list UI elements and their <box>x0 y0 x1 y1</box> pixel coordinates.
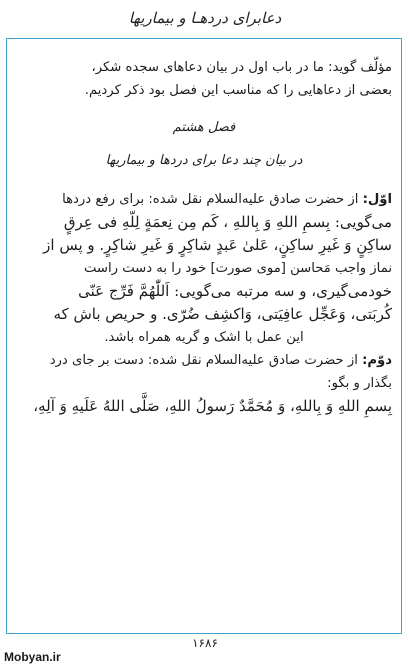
paragraph-line <box>16 349 392 372</box>
paragraph-line: نماز واجب مَحاسن [موی صورت] خود را به دست راست <box>83 261 392 276</box>
page-number: ۱۶۸۶ <box>192 636 218 650</box>
paragraph-line: می‌گویی: بِسمِ اللهِ وَ بِاللهِ ، کَم مِن نِعمَةٍ لِلّهِ فی عِرقٍ <box>63 213 392 231</box>
line-text: از حضرت صادق علیه‌السلام نقل شده: دست بر جای درد <box>49 353 358 368</box>
paragraph-line: بگذار و بگو: <box>327 376 392 391</box>
section-subtitle: در بیان چند دعا برای دردها و بیماریها <box>105 153 303 168</box>
intro-line: بعضی از دعاهایی را که مناسب این فصل بود ذکر کردیم. <box>84 83 392 98</box>
paragraph-line: بِسمِ اللهِ وَ بِاللهِ، وَ مُحَمَّدٌ رَسولُ اللهِ، صَلَّی اللهُ عَلَیهِ وَ آلِهِ، <box>33 397 392 415</box>
running-header: دعابرای دردهـا و بیماریها <box>128 9 282 27</box>
second-paragraph <box>16 349 392 418</box>
paragraph-line: خودمی‌گیری، و سه مرتبه می‌گویی: اَللّٰهُمَّ فَرِّج عَنّی <box>78 282 392 300</box>
intro-paragraph <box>16 56 392 102</box>
page-body <box>16 56 392 418</box>
section-heading: فصل هشتم <box>172 120 236 135</box>
first-paragraph <box>16 188 392 349</box>
intro-line: مؤلّف گوید: ما در باب اول در بیان دعاهای سجده شکر، <box>91 60 392 75</box>
item-label: دوّم: <box>362 353 392 368</box>
paragraph-line <box>16 188 392 211</box>
paragraph-line: کُربَتی، وَعَجِّل عافِیَتی، وَاکشِف ضُرّی. و حریص باش که <box>53 305 392 323</box>
paragraph-line: این عمل با اشک و گریه همراه باشد. <box>104 330 304 345</box>
line-text: از حضرت صادق علیه‌السلام نقل شده: برای رفع دردها <box>62 192 359 207</box>
site-watermark: Mobyan.ir <box>4 650 61 664</box>
paragraph-line: ساکِنٍ وَ غَیرِ ساکِنٍ، عَلیٰ عَبدٍ شاکِرٍ وَ غَیرِ شاکِرٍ. و پس از <box>43 236 392 254</box>
item-label: اوّل: <box>362 192 392 207</box>
